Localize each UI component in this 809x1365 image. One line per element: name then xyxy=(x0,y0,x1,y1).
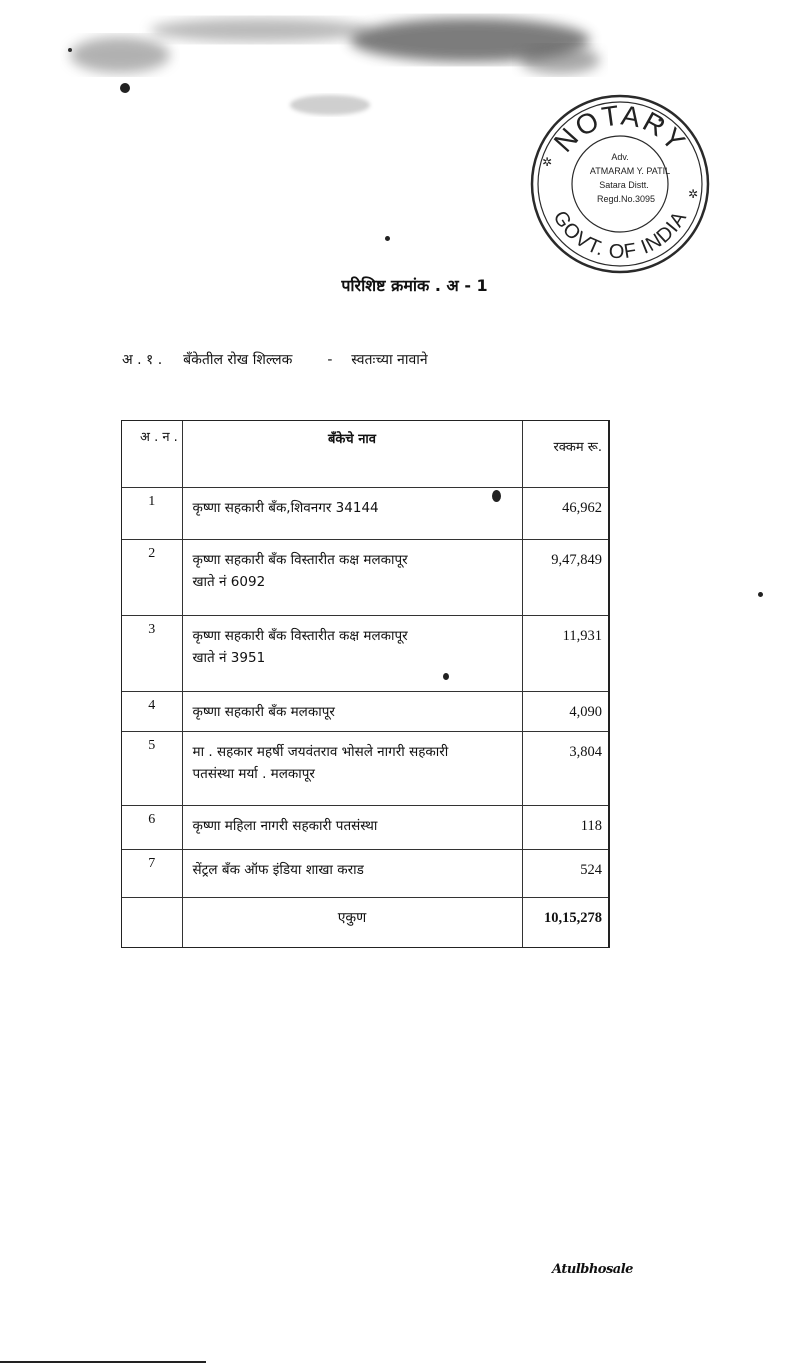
row-amount: 524 xyxy=(522,850,608,898)
row-amount: 118 xyxy=(522,806,608,850)
row-bank-name xyxy=(182,732,522,806)
stamp-star-left: ✲ xyxy=(542,155,553,169)
section-heading xyxy=(122,350,428,369)
table-row xyxy=(122,732,608,806)
row-serial-no: 3 xyxy=(122,616,182,692)
row-amount: 9,47,849 xyxy=(522,540,608,616)
row-serial-no: 5 xyxy=(122,732,182,806)
notary-stamp xyxy=(528,92,712,276)
speck xyxy=(385,236,390,241)
total-empty-cell xyxy=(122,898,182,948)
table-row xyxy=(122,692,608,732)
section-dash: - xyxy=(327,352,333,368)
row-bank-name xyxy=(182,616,522,692)
bank-name-line: पतसंस्था मर्या . मलकापूर xyxy=(192,766,315,782)
bank-name-line: कृष्णा महिला नागरी सहकारी पतसंस्था xyxy=(192,818,378,834)
stamp-star-right: ✲ xyxy=(688,187,699,201)
header-serial-no: अ . न . xyxy=(140,430,178,445)
row-bank-name xyxy=(182,850,522,898)
signature: Atulbhosale xyxy=(552,1262,633,1277)
bank-name-line: कृष्णा सहकारी बँक विस्तारीत कक्ष मलकापूर xyxy=(192,552,408,568)
row-bank-name xyxy=(182,540,522,616)
row-serial-no: 1 xyxy=(122,488,182,540)
stamp-bottom-text: GOVT. OF INDIA xyxy=(548,207,692,264)
row-bank-name xyxy=(182,806,522,850)
bank-name-line: कृष्णा सहकारी बँक मलकापूर xyxy=(192,704,335,720)
stamp-line1: Adv. xyxy=(611,152,629,162)
svg-text:GOVT. OF INDIA xyxy=(549,207,692,263)
bank-balance-table xyxy=(121,420,610,948)
table-row xyxy=(122,540,608,616)
row-bank-name xyxy=(182,692,522,732)
section-prefix: अ . १ . xyxy=(122,352,163,368)
row-amount: 46,962 xyxy=(522,488,608,540)
row-amount: 11,931 xyxy=(522,616,608,692)
bank-name-line: सेंट्रल बँक ऑफ इंडिया शाखा कराड xyxy=(192,862,364,878)
total-row xyxy=(122,898,608,948)
header-bank-name: बँकेचे नाव xyxy=(182,421,522,488)
section-heading-text: बँकेतील रोख शिल्लक xyxy=(183,352,293,368)
row-amount: 3,804 xyxy=(522,732,608,806)
row-amount: 4,090 xyxy=(522,692,608,732)
header-amount: रक्कम रू. xyxy=(522,421,608,488)
table-row xyxy=(122,850,608,898)
bank-name-line: कृष्णा सहकारी बँक विस्तारीत कक्ष मलकापूर xyxy=(192,628,408,644)
row-serial-no: 7 xyxy=(122,850,182,898)
table-row xyxy=(122,616,608,692)
total-label: एकुण xyxy=(182,898,522,948)
table-header-row xyxy=(122,421,608,488)
section-qualifier: स्वतःच्या नावाने xyxy=(351,352,428,368)
row-serial-no: 2 xyxy=(122,540,182,616)
bottom-rule xyxy=(0,1361,206,1363)
stamp-top-text: NOTARY xyxy=(547,99,693,158)
bank-name-line: खाते नं 6092 xyxy=(192,574,266,590)
stamp-line2: ATMARAM Y. PATIL xyxy=(589,166,671,176)
page-title: परिशिष्ट क्रमांक . अ - 1 xyxy=(341,276,488,295)
table-row xyxy=(122,488,608,540)
row-bank-name xyxy=(182,488,522,540)
total-amount: 10,15,278 xyxy=(522,898,608,948)
stamp-line3: Satara Distt. xyxy=(599,180,649,190)
row-serial-no: 6 xyxy=(122,806,182,850)
bank-name-line: मा . सहकार महर्षी जयवंतराव भोसले नागरी सहकारी xyxy=(192,744,449,760)
bank-name-line: कृष्णा सहकारी बँक,शिवनगर 34144 xyxy=(192,500,379,516)
stamp-line4: Regd.No.3095 xyxy=(596,194,656,204)
speck xyxy=(758,592,763,597)
bank-name-line: खाते नं 3951 xyxy=(192,650,266,666)
table-row xyxy=(122,806,608,850)
row-serial-no: 4 xyxy=(122,692,182,732)
svg-text:NOTARY xyxy=(548,99,692,157)
